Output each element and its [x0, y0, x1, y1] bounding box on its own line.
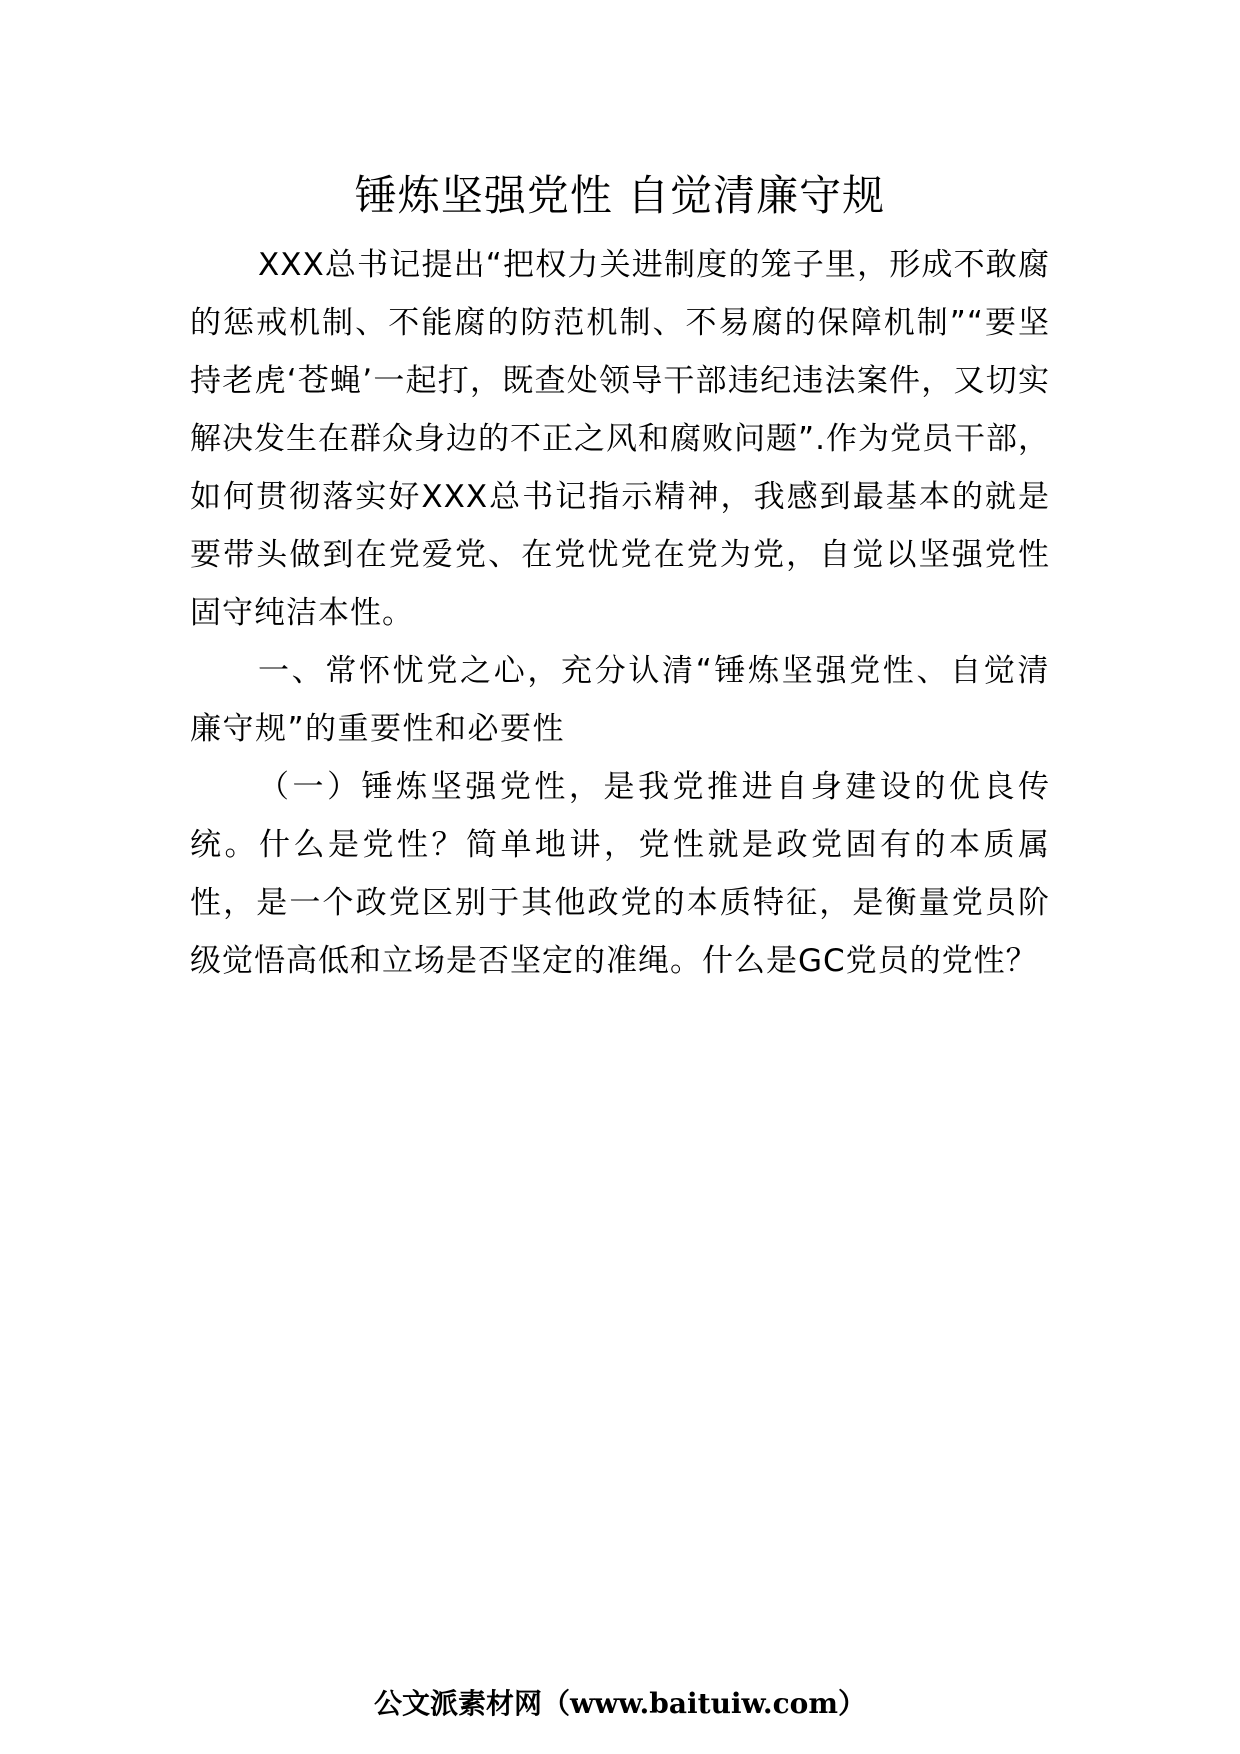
- body-paragraph-subsection-1: （一）锤炼坚强党性，是我党推进自身建设的优良传统。什么是党性？简单地讲，党性就是政党固有的本质属性，是一个政党区别于其他政党的本质特征，是衡量党员阶级觉悟高低和立场是否坚定的准绳。什么是GC党员的党性？: [190, 769, 1050, 979]
- page-footer-source: 公文派素材网（www.baituiw.com）: [374, 1687, 866, 1720]
- document-title: 锤炼坚强党性 自觉清廉守规: [354, 171, 886, 220]
- document-body: [190, 236, 1050, 990]
- body-paragraph-intro: XXX总书记提出“把权力关进制度的笼子里，形成不敢腐的惩戒机制、不能腐的防范机制、不易腐的保障机制”“要坚持老虎‘苍蝇’一起打，既查处领导干部违纪违法案件，又切实解决发生在群众身边的不正之风和腐败问题”.作为党员干部，如何贯彻落实好XXX总书记指示精神，我感到最基本的就是要带头做到在党爱党、在党忧党在党为党，自觉以坚强党性固守纯洁本性。: [190, 247, 1050, 631]
- section-heading-1: 一、常怀忧党之心，充分认清“锤炼坚强党性、自觉清廉守规”的重要性和必要性: [190, 653, 1050, 747]
